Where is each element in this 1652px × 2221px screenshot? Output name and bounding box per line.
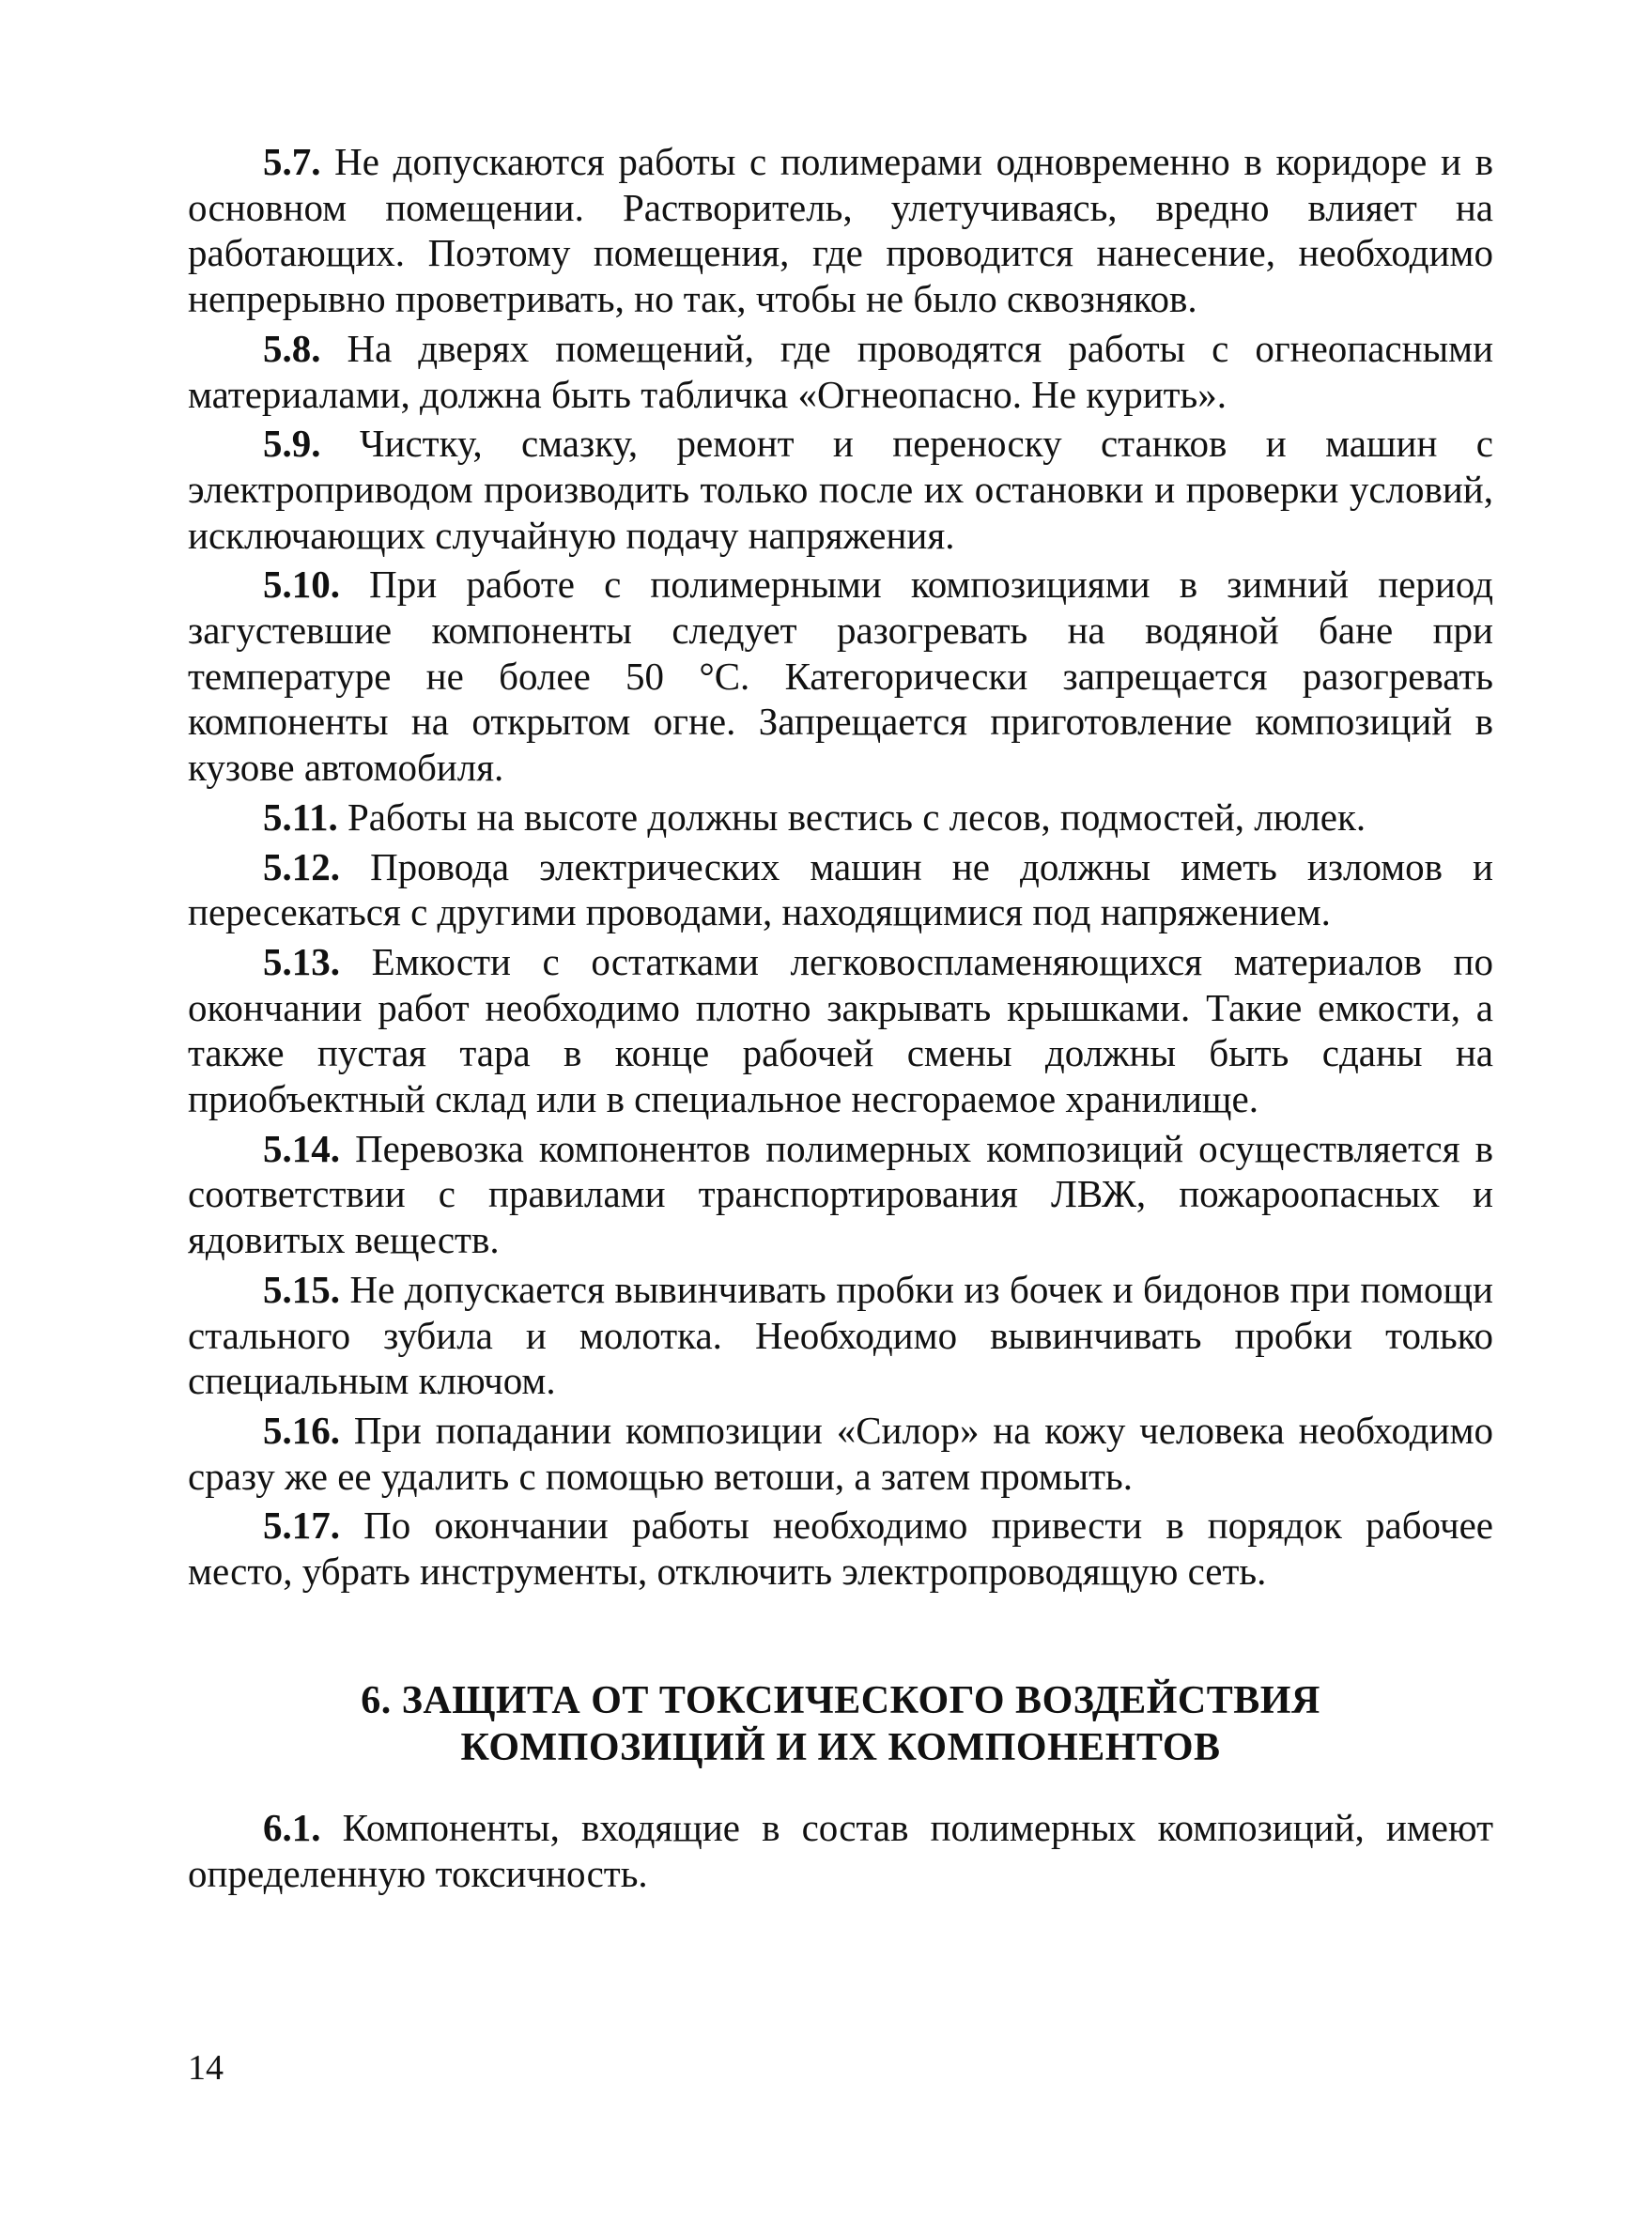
paragraph-5-11 <box>188 794 1493 841</box>
clause-number: 5.9. <box>263 422 321 466</box>
clause-number: 5.7. <box>263 140 321 183</box>
paragraph-5-13 <box>188 939 1493 1122</box>
paragraph-5-10 <box>188 562 1493 791</box>
clause-number: 5.13. <box>263 939 340 983</box>
clause-number: 5.17. <box>263 1504 340 1548</box>
clause-text: Компоненты, входящие в состав полимерных композиций, имеют определенную токсичность. <box>188 1805 1494 1895</box>
page-number: 14 <box>188 2048 224 2088</box>
clause-text: Чистку, смазку, ремонт и переноску станков и машин с электроприводом производить только после их остановки и проверки условий, исключающих случайную подачу напряжения. <box>188 422 1493 557</box>
document-page <box>188 139 1493 1900</box>
clause-text: Не допускается вывинчивать пробки из бочек и бидонов при помощи стального зубила и молотка. Необходимо вывинчивать пробки только специальным ключом. <box>188 1267 1493 1403</box>
clause-number: 5.11. <box>263 794 338 839</box>
paragraph-5-17 <box>188 1503 1493 1594</box>
section-heading <box>188 1677 1493 1771</box>
clause-number: 5.8. <box>263 326 321 370</box>
clause-text: Не допускаются работы с полимерами одновременно в коридоре и в основном помещении. Растворитель, улетучиваясь, вредно влияет на работающих. Поэтому помещения, где проводится нанесение, необходимо непрерывно проветривать, но так, чтобы не было сквозняков. <box>188 140 1493 321</box>
clause-number: 5.14. <box>263 1126 340 1170</box>
clause-text: На дверях помещений, где проводятся работы с огнеопасными материалами, должна быть табличка «Огнеопасно. Не курить». <box>188 326 1494 416</box>
clause-text: Провода электрических машин не должны иметь изломов и пересекаться с другими проводами, находящимися под напряжением. <box>188 844 1494 934</box>
paragraph-6-1 <box>188 1805 1493 1896</box>
paragraph-5-8 <box>188 326 1493 417</box>
paragraph-5-9 <box>188 421 1493 558</box>
clause-text: При работе с полимерными композициями в зимний период загустевшие компоненты следует разогревать на водяной бане при температуре не более 50 °С. Категорически запрещается разогревать компоненты на открытом огне. Запрещается приготовление композиций в кузове автомобиля. <box>188 563 1494 790</box>
clause-number: 5.15. <box>263 1267 340 1311</box>
clause-text: При попадании композиции «Силор» на кожу человека необходимо сразу же ее удалить с помощью ветоши, а затем промыть. <box>188 1408 1494 1498</box>
paragraph-5-7 <box>188 139 1493 322</box>
clause-text: Емкости с остатками легковоспламеняющихся материалов по окончании работ необходимо плотно закрывать крышками. Такие емкости, а также пустая тара в конце рабочей смены должны быть сданы на приобъектный склад или в специальное несгораемое хранилище. <box>188 939 1493 1121</box>
section-heading-line-2: КОМПОЗИЦИЙ И ИХ КОМПОНЕНТОВ <box>460 1725 1221 1769</box>
clause-text: По окончании работы необходимо привести в порядок рабочее место, убрать инструменты, отключить электропроводящую сеть. <box>188 1504 1494 1594</box>
clause-number: 5.16. <box>263 1408 340 1452</box>
section-heading-line-1: 6. ЗАЩИТА ОТ ТОКСИЧЕСКОГО ВОЗДЕЙСТВИЯ <box>361 1678 1320 1722</box>
clause-number: 6.1. <box>263 1805 321 1849</box>
paragraph-5-14 <box>188 1126 1493 1263</box>
paragraph-5-16 <box>188 1408 1493 1499</box>
clause-number: 5.10. <box>263 563 340 607</box>
clause-text: Перевозка компонентов полимерных композиций осуществляется в соответствии с правилами транспортирования ЛВЖ, пожароопасных и ядовитых веществ. <box>188 1126 1493 1262</box>
paragraph-5-12 <box>188 844 1493 935</box>
clause-number: 5.12. <box>263 844 340 888</box>
paragraph-5-15 <box>188 1267 1493 1404</box>
clause-text: Работы на высоте должны вестись с лесов, подмостей, люлек. <box>347 794 1366 839</box>
